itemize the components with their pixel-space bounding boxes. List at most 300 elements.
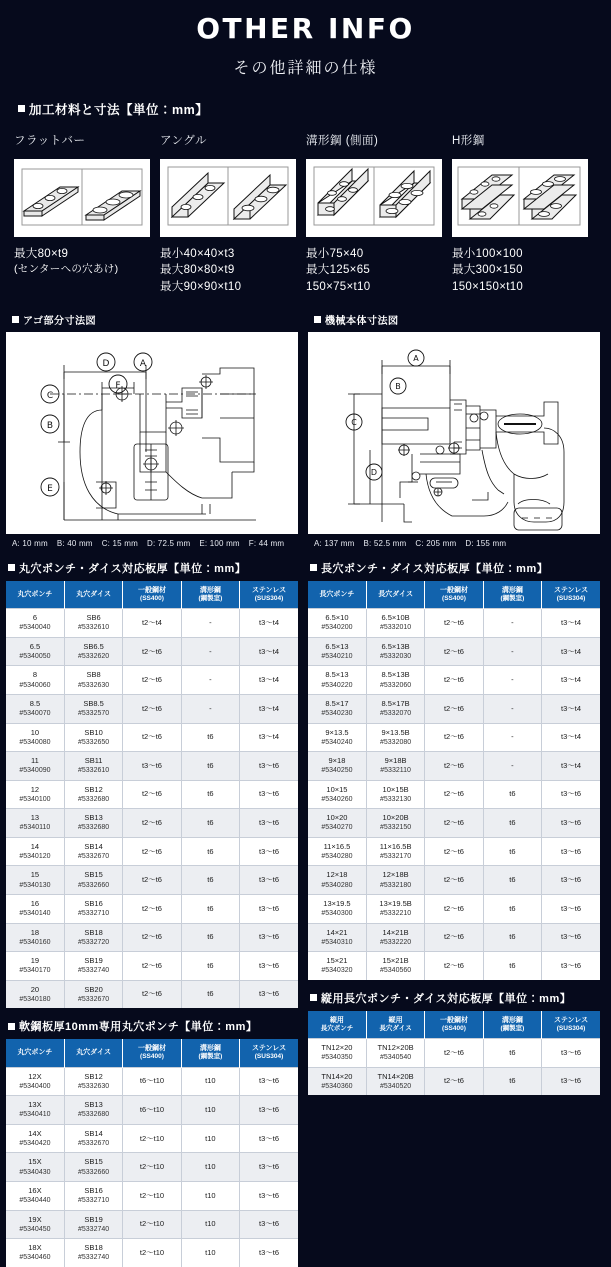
cell-value: SB18 <box>84 1243 103 1253</box>
cell-value: t2～t6 <box>141 903 162 913</box>
cell-part-code: #5340170 <box>19 967 51 975</box>
cell-ss400 <box>425 609 483 638</box>
table-row <box>6 695 298 724</box>
cell-value: 10×20 <box>326 813 348 823</box>
cell-sus <box>240 980 298 1008</box>
cell-part-code: #5340350 <box>321 1054 353 1062</box>
cell-ss400 <box>123 695 181 724</box>
cell-value: TN14×20B <box>377 1071 414 1081</box>
cell-part-code: #5332080 <box>380 738 412 746</box>
cell-value: t2～t10 <box>139 1133 165 1143</box>
cell-value: SB19 <box>84 1214 103 1224</box>
cell-value: 15×21B <box>382 956 409 966</box>
cell-part-code: #5332180 <box>380 881 412 889</box>
cell-value: 6.5 <box>29 641 41 651</box>
cell-punch <box>308 894 366 923</box>
cell-part-code: #5340320 <box>321 967 353 975</box>
cell-sus <box>240 609 298 638</box>
cell-value: 19X <box>28 1214 42 1224</box>
cell-part-code: #5340070 <box>19 710 51 718</box>
cell-value: t3～t4 <box>561 675 582 685</box>
cell-ss400 <box>425 923 483 952</box>
cell-value: SB18 <box>84 927 103 937</box>
cell-value: SB12 <box>84 1071 103 1081</box>
cell-value: TN14×20 <box>321 1071 353 1081</box>
cell-value: t3～t6 <box>561 932 582 942</box>
cell-channel <box>483 809 541 838</box>
cell-value: 9×18 <box>328 756 346 766</box>
cell-value: t3～t4 <box>259 646 280 656</box>
cell-die <box>64 1067 122 1096</box>
cell-sus <box>542 609 600 638</box>
cell-value: t2～t6 <box>443 875 464 885</box>
cell-value: - <box>511 618 514 628</box>
cell-value: t2～t6 <box>443 675 464 685</box>
cell-value: 11 <box>31 756 39 766</box>
cell-die <box>366 894 424 923</box>
cell-value: t2～t6 <box>443 618 464 628</box>
cell-die <box>64 923 122 952</box>
cell-value: 13×19.5 <box>323 898 351 908</box>
cell-punch <box>308 809 366 838</box>
cell-value: 16X <box>28 1186 42 1195</box>
vertical-long-punch-table-body <box>308 1039 600 1096</box>
cell-part-code: #5332740 <box>78 967 110 975</box>
cell-ss400 <box>425 780 483 809</box>
bullet-square-icon <box>8 1023 15 1030</box>
cell-part-code: #5340400 <box>19 1082 51 1090</box>
col-channel: 溝形鋼 (鋼製室) <box>181 1039 239 1067</box>
table-row <box>308 809 600 838</box>
cell-part-code: #5340180 <box>19 995 51 1003</box>
cell-punch <box>6 809 64 838</box>
cell-value: 12×18 <box>326 870 348 880</box>
material-name: 溝形鋼 (側面) <box>306 134 379 147</box>
cell-value: t6 <box>207 789 214 799</box>
cell-value: t3～t6 <box>561 846 582 856</box>
dim-e: E: 100 mm <box>199 538 240 548</box>
cell-value: 8 <box>32 670 38 680</box>
material-spec-line: 最小100×100 <box>452 247 523 260</box>
cell-die <box>64 1239 122 1267</box>
cell-die <box>64 894 122 923</box>
long-punch-table-title <box>310 560 604 576</box>
drawing-title-text: 機械本体寸法図 <box>325 315 399 327</box>
cell-die <box>64 1182 122 1211</box>
cell-sus <box>240 837 298 866</box>
cell-channel <box>181 752 239 781</box>
cell-channel <box>181 666 239 695</box>
cell-punch <box>308 780 366 809</box>
cell-value: t2～t6 <box>443 846 464 856</box>
cell-ss400 <box>425 894 483 923</box>
cell-channel <box>181 894 239 923</box>
jaw-dimension-drawing <box>6 332 298 534</box>
cell-value: SB8.5 <box>83 699 104 709</box>
cell-channel <box>483 952 541 980</box>
cell-value: 10×15B <box>382 784 409 794</box>
cell-part-code: #5340360 <box>321 1082 353 1090</box>
cell-value: t3～t4 <box>259 732 280 742</box>
bullet-square-icon <box>310 564 317 571</box>
cell-ss400 <box>123 1124 181 1153</box>
cell-value: 10 <box>30 727 40 737</box>
cell-value: - <box>209 703 212 713</box>
col-channel: 溝形鋼 (鋼製室) <box>181 581 239 609</box>
cell-punch <box>308 695 366 724</box>
cell-value: t2～t6 <box>443 818 464 827</box>
cell-value: 14×21B <box>382 927 409 937</box>
cell-ss400 <box>123 894 181 923</box>
table-row <box>6 1096 298 1125</box>
cell-ss400 <box>425 1039 483 1068</box>
cell-punch <box>6 894 64 923</box>
cell-value: t3～t6 <box>561 960 582 970</box>
table-row <box>308 609 600 638</box>
cell-sus <box>240 894 298 923</box>
cell-punch <box>308 609 366 638</box>
cell-ss400 <box>425 752 483 781</box>
cell-value: SB16 <box>84 1186 103 1195</box>
cell-part-code: #5332610 <box>78 767 110 775</box>
cell-die <box>64 1096 122 1125</box>
cell-value: t2～t6 <box>443 960 464 970</box>
material-spec-line: 最大300×150 <box>452 264 523 277</box>
cell-part-code: #5340210 <box>321 653 353 661</box>
cell-ss400 <box>123 752 181 781</box>
cell-value: SB15 <box>84 1157 103 1167</box>
cell-part-code: #5340520 <box>380 1082 412 1090</box>
table-row <box>308 752 600 781</box>
thin-plate-table-title <box>8 1018 302 1034</box>
cell-value: t3～t6 <box>259 1076 280 1086</box>
cell-value: t6 <box>509 1076 516 1086</box>
cell-punch <box>6 695 64 724</box>
cell-channel <box>181 723 239 752</box>
cell-sus <box>240 637 298 666</box>
dim-d: D: 72.5 mm <box>146 538 191 548</box>
cell-value: t3～t6 <box>259 960 280 970</box>
cell-punch <box>6 1153 64 1182</box>
cell-punch <box>308 666 366 695</box>
cell-value: SB14 <box>84 1128 103 1138</box>
cell-value: t3～t6 <box>259 1190 280 1200</box>
drawing-dimension-caption <box>12 539 302 548</box>
cell-channel <box>483 837 541 866</box>
cell-channel <box>483 609 541 638</box>
cell-value: 9×13.5 <box>325 727 349 737</box>
cell-value: t3～t4 <box>259 618 280 628</box>
page-title-en: OTHER INFO <box>196 12 415 45</box>
material-specs <box>306 246 452 296</box>
cell-die <box>366 609 424 638</box>
cell-value: SB13 <box>84 1100 103 1110</box>
cell-value: 10×15 <box>326 784 348 794</box>
col-punch: 縦用 長穴ポンチ <box>308 1011 366 1039</box>
cell-sus <box>240 1153 298 1182</box>
cell-punch <box>308 952 366 980</box>
cell-part-code: #5332740 <box>78 1225 110 1233</box>
cell-value: 8.5×13 <box>325 670 349 680</box>
cell-die <box>366 695 424 724</box>
cell-channel <box>483 1039 541 1068</box>
flat-bar-illustration <box>14 159 150 237</box>
cell-punch <box>6 666 64 695</box>
cell-sus <box>542 637 600 666</box>
cell-value: t2～t6 <box>443 646 464 656</box>
cell-value: t2～t6 <box>141 932 162 942</box>
cell-value: t6 <box>207 960 214 970</box>
cell-die <box>64 723 122 752</box>
cell-value: TN12×20 <box>321 1043 353 1053</box>
cell-value: t3～t4 <box>561 760 582 770</box>
cell-channel <box>181 1182 239 1211</box>
cell-value: t10 <box>205 1190 216 1200</box>
cell-ss400 <box>123 1096 181 1125</box>
cell-die <box>64 809 122 838</box>
table-row <box>6 980 298 1008</box>
cell-die <box>366 1067 424 1095</box>
cell-value: t10 <box>205 1219 216 1229</box>
cell-value: 15 <box>30 870 40 880</box>
cell-part-code: #5332630 <box>78 681 110 689</box>
cell-punch <box>6 609 64 638</box>
cell-punch <box>6 1124 64 1153</box>
cell-die <box>366 837 424 866</box>
cell-channel <box>483 666 541 695</box>
svg-text:C: C <box>46 390 54 401</box>
cell-value: t6 <box>207 818 214 827</box>
cell-value: 6.5×13 <box>325 641 349 651</box>
cell-sus <box>240 1096 298 1125</box>
cell-ss400 <box>425 837 483 866</box>
cell-punch <box>308 637 366 666</box>
cell-ss400 <box>123 952 181 981</box>
machine-body-dimension-drawing <box>308 332 600 534</box>
cell-sus <box>240 1182 298 1211</box>
cell-value: t2～t6 <box>141 703 162 713</box>
cell-value: t3～t6 <box>259 760 280 770</box>
cell-ss400 <box>123 809 181 838</box>
cell-die <box>64 637 122 666</box>
vertical-long-punch-table <box>308 1011 600 1096</box>
cell-sus <box>542 866 600 895</box>
cell-part-code: #5340090 <box>19 767 51 775</box>
table-row <box>308 637 600 666</box>
cell-value: 9×18B <box>384 756 407 766</box>
cell-punch <box>6 1067 64 1096</box>
cell-sus <box>542 1039 600 1068</box>
cell-value: t2～t6 <box>443 703 464 713</box>
page-header <box>0 0 611 78</box>
cell-value: t2～t10 <box>139 1162 165 1172</box>
cell-part-code: #5340420 <box>19 1140 51 1147</box>
cell-die <box>366 1039 424 1068</box>
svg-text:B: B <box>395 381 401 391</box>
cell-part-code: #5340060 <box>19 681 51 689</box>
cell-value: t3～t6 <box>259 1247 280 1257</box>
cell-value: 13×19.5B <box>379 898 412 908</box>
material-spec-line: 最小75×40 <box>306 247 364 260</box>
cell-punch <box>308 1067 366 1095</box>
table-header-row <box>308 581 600 609</box>
cell-part-code: #5340080 <box>19 738 51 746</box>
cell-channel <box>483 752 541 781</box>
cell-sus <box>240 1124 298 1153</box>
svg-text:A: A <box>413 353 419 363</box>
table-header-row <box>308 1011 600 1039</box>
cell-ss400 <box>123 637 181 666</box>
table-row <box>6 637 298 666</box>
cell-sus <box>542 695 600 724</box>
cell-value: t3～t6 <box>259 846 280 856</box>
cell-punch <box>6 1182 64 1211</box>
cell-die <box>366 866 424 895</box>
col-ss400: 一般鋼材 (SS400) <box>425 581 483 609</box>
col-punch: 丸穴ポンチ <box>6 581 64 609</box>
cell-part-code: #5340270 <box>321 824 353 832</box>
table-row <box>6 1210 298 1239</box>
col-ss400: 一般鋼材 (SS400) <box>425 1011 483 1039</box>
svg-text:F: F <box>115 380 121 391</box>
drawing-dimension-caption <box>314 539 604 548</box>
col-ss400: 一般鋼材 (SS400) <box>123 1039 181 1067</box>
cell-value: 15×21 <box>326 956 348 966</box>
cell-part-code: #5332220 <box>380 938 412 946</box>
cell-value: 18 <box>30 927 40 937</box>
cell-ss400 <box>123 666 181 695</box>
cell-channel <box>483 1067 541 1095</box>
cell-punch <box>308 837 366 866</box>
dim-c: C: 15 mm <box>101 538 138 548</box>
dim-a: A: 10 mm <box>12 538 48 548</box>
cell-ss400 <box>425 723 483 752</box>
cell-value: 15X <box>28 1157 42 1167</box>
cell-ss400 <box>123 780 181 809</box>
cell-die <box>64 1153 122 1182</box>
table-row <box>308 894 600 923</box>
cell-value: t2～t6 <box>141 960 162 970</box>
table-row <box>6 952 298 981</box>
cell-part-code: #5340160 <box>19 938 51 946</box>
cell-part-code: #5340250 <box>321 767 353 775</box>
bullet-square-icon <box>314 316 321 323</box>
cell-part-code: #5340310 <box>321 938 353 946</box>
cell-channel <box>483 695 541 724</box>
cell-value: t2～t6 <box>141 989 162 999</box>
material-item-flat-bar <box>14 132 160 296</box>
cell-part-code: #5332670 <box>78 995 110 1003</box>
table-row <box>6 1124 298 1153</box>
table-row <box>308 1039 600 1068</box>
cell-channel <box>181 952 239 981</box>
cell-part-code: #5332070 <box>380 710 412 718</box>
long-punch-table-body <box>308 609 600 980</box>
cell-value: t2～t6 <box>141 732 162 742</box>
cell-value: t10 <box>205 1247 216 1257</box>
cell-punch <box>6 780 64 809</box>
cell-value: t2～t6 <box>443 1076 464 1086</box>
cell-value: SB8 <box>86 670 101 680</box>
cell-value: t6 <box>207 989 214 999</box>
table-header <box>308 581 600 609</box>
cell-value: t2～t10 <box>139 1247 165 1257</box>
cell-die <box>64 752 122 781</box>
material-item-channel <box>306 132 452 296</box>
col-die: 丸穴ダイス <box>64 581 122 609</box>
material-name: アングル <box>160 134 207 147</box>
cell-sus <box>240 695 298 724</box>
cell-ss400 <box>425 1067 483 1095</box>
cell-part-code: #5340410 <box>19 1111 51 1119</box>
cell-part-code: #5340120 <box>19 852 51 860</box>
cell-value: 20 <box>30 984 40 994</box>
cell-sus <box>542 723 600 752</box>
cell-value: TN12×20B <box>377 1043 414 1053</box>
cell-sus <box>240 780 298 809</box>
cell-value: 14 <box>30 841 40 851</box>
cell-value: t3～t6 <box>259 1133 280 1143</box>
cell-channel <box>181 637 239 666</box>
cell-channel <box>181 837 239 866</box>
cell-part-code: #5332740 <box>78 1254 110 1262</box>
col-sus: ステンレス (SUS304) <box>542 581 600 609</box>
col-punch: 長穴ポンチ <box>308 581 366 609</box>
cell-part-code: #5332650 <box>78 738 110 746</box>
cell-channel <box>181 1067 239 1096</box>
cell-value: SB13 <box>84 813 103 823</box>
table-title-text: 丸穴ポンチ・ダイス対応板厚【単位：mm】 <box>19 562 247 575</box>
cell-part-code: #5340050 <box>19 653 51 661</box>
cell-value: t2～t6 <box>141 646 162 656</box>
cell-punch <box>6 637 64 666</box>
cell-part-code: #5340130 <box>19 881 51 889</box>
cell-channel <box>181 695 239 724</box>
dim-a: A: 137 mm <box>314 538 355 548</box>
cell-ss400 <box>123 866 181 895</box>
cell-ss400 <box>425 637 483 666</box>
cell-value: - <box>209 675 212 685</box>
material-name: H形鋼 <box>452 134 485 147</box>
cell-value: - <box>511 675 514 685</box>
cell-value: t10 <box>205 1162 216 1172</box>
cell-value: 8.5 <box>29 699 41 709</box>
cell-channel <box>483 866 541 895</box>
cell-value: t3～t4 <box>259 675 280 685</box>
cell-die <box>64 666 122 695</box>
cell-punch <box>6 866 64 895</box>
cell-value: t2～t10 <box>139 1190 165 1200</box>
cell-value: 18X <box>28 1243 42 1253</box>
cell-part-code: #5340260 <box>321 795 353 803</box>
cell-die <box>366 637 424 666</box>
table-row <box>308 780 600 809</box>
col-sus: ステンレス (SUS304) <box>542 1011 600 1039</box>
cell-value: t6 <box>207 875 214 885</box>
cell-value: t6 <box>509 789 516 799</box>
dim-b: B: 52.5 mm <box>363 538 407 548</box>
cell-value: t3～t4 <box>561 646 582 656</box>
cell-value: t2～t6 <box>443 789 464 799</box>
cell-value: t6 <box>509 903 516 913</box>
cell-sus <box>542 666 600 695</box>
cell-part-code: #5332680 <box>78 1111 110 1119</box>
cell-value: t2～t6 <box>443 732 464 742</box>
cell-punch <box>6 980 64 1008</box>
svg-text:E: E <box>47 483 53 494</box>
cell-sus <box>542 837 600 866</box>
table-header-row <box>6 1039 298 1067</box>
